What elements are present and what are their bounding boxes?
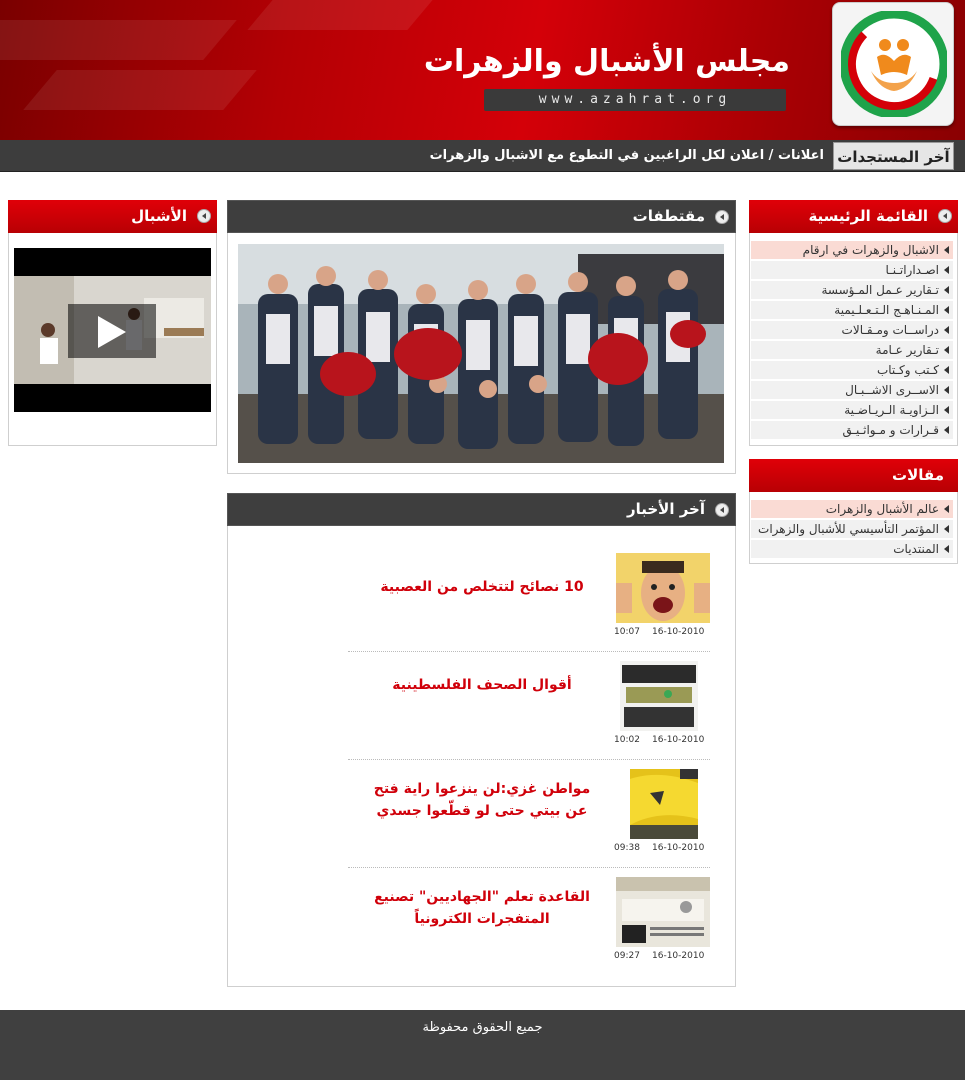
news-thumbnail[interactable] xyxy=(620,661,698,731)
menu-item[interactable]: اصـداراتـنـا xyxy=(751,261,953,279)
menu-item[interactable]: تـقارير عـامة xyxy=(751,341,953,359)
news-time: 10:02 xyxy=(614,735,640,745)
news-time: 10:07 xyxy=(614,627,640,637)
news-title[interactable]: القاعدة تعلم "الجهاديين" تصنيع المتفجرات الكترونياً xyxy=(374,889,590,927)
excerpts-panel xyxy=(227,200,736,474)
site-logo[interactable] xyxy=(832,2,954,126)
menu-item[interactable]: تـقارير عـمل المـؤسسة xyxy=(751,281,953,299)
excerpts-title: مقتطفات xyxy=(632,207,705,225)
latest-news-panel xyxy=(227,493,736,987)
news-date: 16-10-2010 xyxy=(652,951,705,961)
cubs-panel xyxy=(8,200,217,446)
header-decoration xyxy=(23,70,257,110)
menu-item[interactable]: الاســرى الاشــبـال xyxy=(751,381,953,399)
site-footer xyxy=(0,1010,965,1080)
news-item xyxy=(348,544,710,652)
main-menu-title: القائمة الرئيسية xyxy=(808,207,928,225)
fatah-flag-thumbnail xyxy=(630,769,698,839)
play-icon[interactable] xyxy=(98,316,126,348)
menu-item[interactable]: دراســات ومـقـالات xyxy=(751,321,953,339)
chevron-left-icon xyxy=(715,210,729,224)
menu-item[interactable]: المؤتمر التأسيسي للأشبال والزهرات xyxy=(751,520,953,538)
menu-item[interactable]: كـتب وكـتاب xyxy=(751,361,953,379)
chevron-left-icon xyxy=(715,503,729,517)
news-time: 09:38 xyxy=(614,843,640,853)
newspapers-thumbnail xyxy=(620,661,698,731)
cubs-title: الأشبال xyxy=(131,207,187,225)
news-thumbnail[interactable] xyxy=(630,769,698,839)
news-date: 16-10-2010 xyxy=(652,735,705,745)
header-decoration xyxy=(0,20,237,60)
news-title[interactable]: مواطن غزي:لن ينزعوا راية فتح عن بيتي حتى لو قطّعوا جسدي xyxy=(373,781,591,819)
menu-item[interactable]: عالم الأشبال والزهرات xyxy=(751,500,953,518)
news-item xyxy=(348,760,710,868)
news-item xyxy=(348,652,710,760)
group-photo-image xyxy=(238,244,724,463)
news-thumbnail[interactable] xyxy=(616,553,710,623)
news-date: 16-10-2010 xyxy=(652,843,705,853)
latest-news-title: آخر الأخبار xyxy=(626,500,705,518)
news-date: 16-10-2010 xyxy=(652,627,705,637)
website-screenshot-thumbnail xyxy=(616,877,710,947)
main-menu-header xyxy=(749,200,958,233)
site-header xyxy=(0,0,965,140)
copyright-text: جميع الحقوق محفوظة xyxy=(422,1020,543,1035)
menu-item[interactable]: الاشبال والزهرات في ارقام xyxy=(751,241,953,259)
menu-item[interactable]: المنتديات xyxy=(751,540,953,558)
chevron-left-icon xyxy=(938,209,952,223)
main-menu-panel xyxy=(749,200,958,446)
cubs-header xyxy=(8,200,217,233)
menu-item[interactable]: قـرارات و مـواثـيـق xyxy=(751,421,953,439)
excerpt-photo[interactable] xyxy=(238,244,724,463)
site-url[interactable]: www.azahrat.org xyxy=(484,89,786,111)
news-title[interactable]: أقوال الصحف الفلسطينية xyxy=(392,677,572,693)
excerpts-header xyxy=(227,200,736,233)
menu-item[interactable]: الـزاويـة الـريـاضـية xyxy=(751,401,953,419)
articles-panel xyxy=(749,459,958,564)
stressed-man-thumbnail xyxy=(616,553,710,623)
articles-title: مقالات xyxy=(892,466,944,484)
articles-header xyxy=(749,459,958,492)
news-item xyxy=(348,868,710,976)
latest-news-header xyxy=(227,493,736,526)
news-time: 09:27 xyxy=(614,951,640,961)
ticker-label: آخر المستجدات xyxy=(833,142,954,170)
logo-emblem-icon xyxy=(841,11,947,117)
video-player[interactable] xyxy=(14,248,211,412)
news-thumbnail[interactable] xyxy=(616,877,710,947)
news-ticker xyxy=(0,140,965,172)
news-title[interactable]: 10 نصائح لتتخلص من العصبية xyxy=(380,579,584,595)
ticker-text[interactable]: اعلانات / اعلان لكل الراغبين في التطوع مع الاشبال والزهرات xyxy=(429,148,824,163)
header-decoration xyxy=(247,0,432,30)
site-title[interactable]: مجلس الأشبال والزهرات xyxy=(423,44,790,79)
menu-item[interactable]: المـنـاهـج الـتـعـلـيمية xyxy=(751,301,953,319)
chevron-left-icon xyxy=(197,209,211,223)
